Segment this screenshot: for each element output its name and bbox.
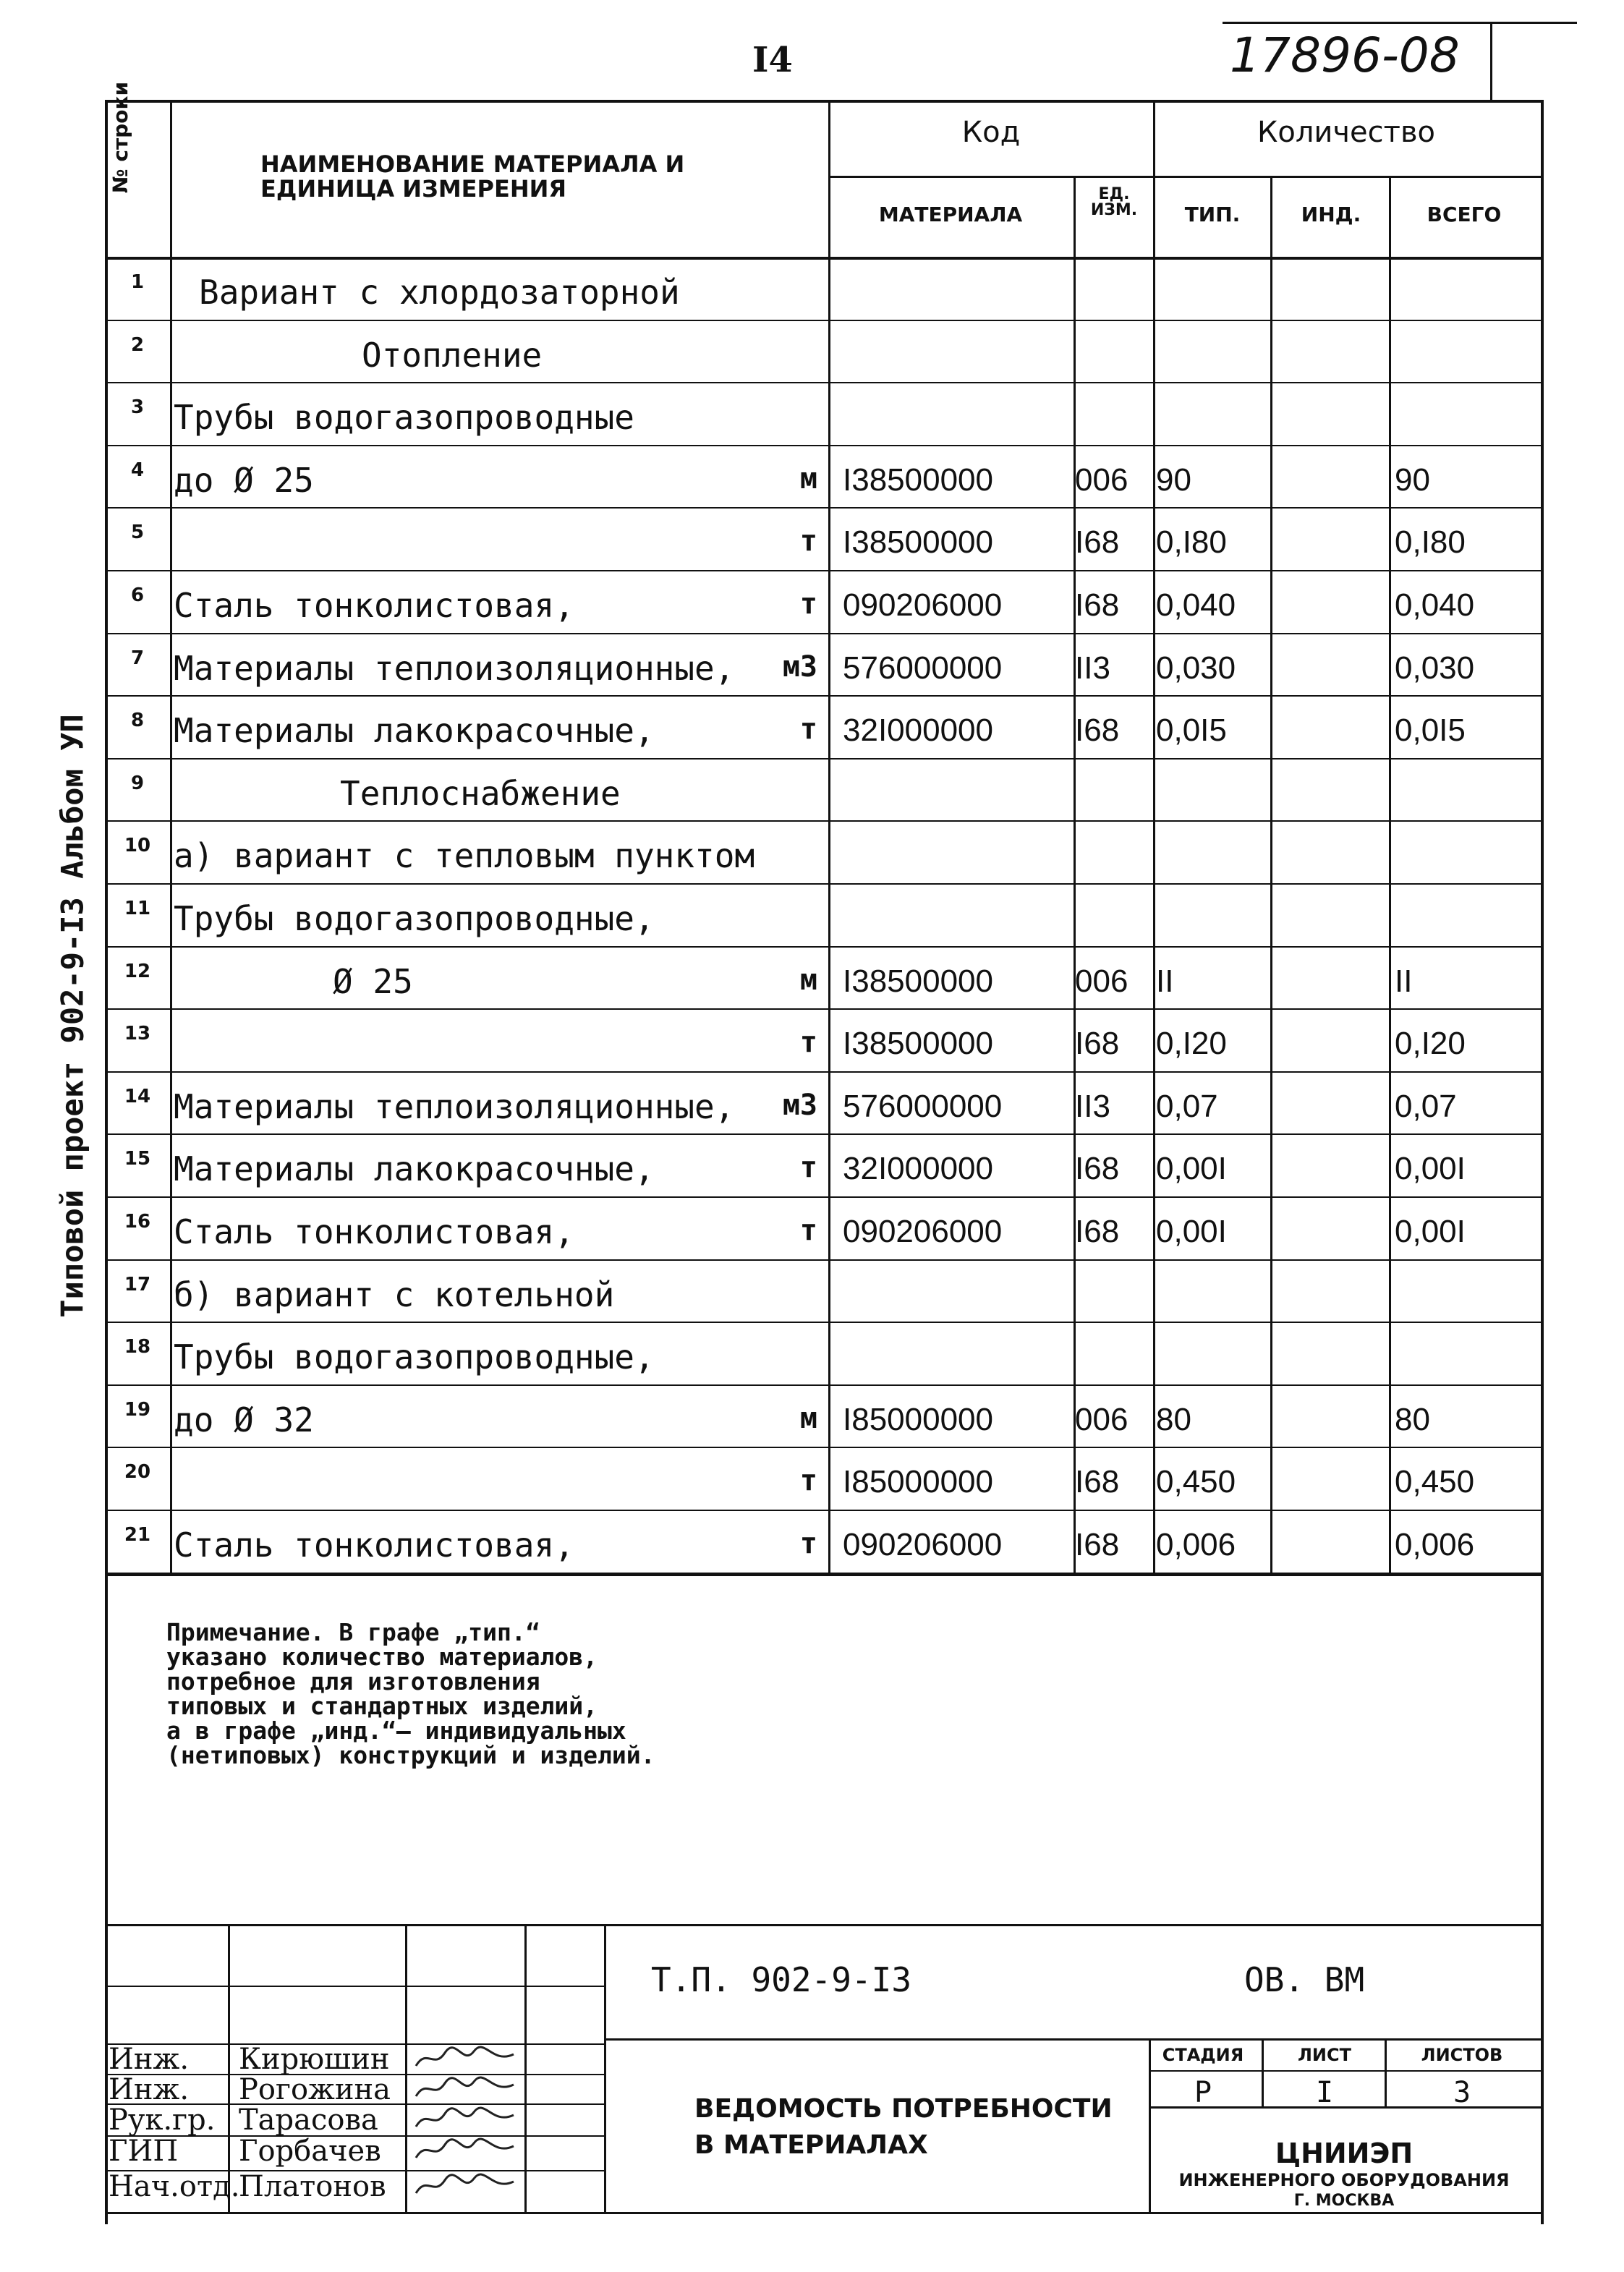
doc-title-line2: В МАТЕРИАЛАХ [694, 2130, 928, 2160]
signature-role: ГИП [109, 2135, 179, 2168]
row-number: 16 [124, 1211, 151, 1233]
doc-title-line1: ВЕДОМОСТЬ ПОТРЕБНОСТИ [694, 2094, 1113, 2124]
row-line [105, 1384, 1541, 1386]
row-line [105, 1196, 1541, 1198]
material-name: б) вариант с котельной [174, 1275, 615, 1314]
unit-code: II3 [1075, 1088, 1110, 1124]
row-line [105, 1510, 1541, 1511]
qty-total: 0,I20 [1395, 1026, 1466, 1062]
row-line [105, 946, 1541, 948]
header-qty-total: ВСЕГО [1427, 203, 1502, 226]
qty-total: 0,00I [1395, 1151, 1466, 1187]
title-col-line [228, 1924, 230, 2212]
qty-typical: 0,450 [1156, 1464, 1236, 1500]
material-name: Материалы лакокрасочные, [174, 1149, 655, 1189]
document-number: 17896-08 [1230, 27, 1460, 83]
row-line [105, 570, 1541, 571]
material-name: Теплоснабжение [340, 773, 621, 813]
qty-total: 80 [1395, 1401, 1430, 1437]
row-number: 21 [124, 1524, 151, 1546]
qty-total: 0,450 [1395, 1464, 1475, 1500]
material-name: Материалы лакокрасочные, [174, 711, 655, 751]
unit-code: I68 [1075, 1151, 1120, 1187]
material-name: а) вариант с тепловым пунктом [174, 836, 755, 876]
column-line [1074, 176, 1076, 1573]
title-stage-line [1149, 2070, 1541, 2072]
unit-code: I68 [1075, 1527, 1120, 1562]
unit-of-measure: м [799, 963, 817, 997]
signature-name: Горбачев [239, 2135, 381, 2168]
row-line [105, 633, 1541, 634]
title-col-line [604, 1924, 606, 2212]
unit-of-measure: т [799, 1464, 817, 1498]
title-mark: ОВ. ВМ [1244, 1960, 1365, 1999]
title-block-top [105, 1924, 1541, 1926]
header-qty-typ: ТИП. [1184, 203, 1241, 226]
material-name: Трубы водогазопроводные, [174, 1337, 655, 1377]
qty-total: 0,0I5 [1395, 712, 1466, 749]
note [166, 1620, 655, 1768]
stage-label: СТАДИЯ [1162, 2045, 1244, 2065]
row-line [105, 695, 1541, 697]
qty-typical: 0,040 [1156, 587, 1236, 623]
org-name: ЦНИИЭП [1275, 2137, 1413, 2169]
material-name: Сталь тонколистовая, [174, 1212, 574, 1251]
doc-number-box-left [1490, 22, 1492, 101]
unit-code: I68 [1075, 712, 1120, 749]
header-qty-group: Количество [1257, 116, 1435, 149]
table-top-border [105, 100, 1541, 103]
doc-number-box-top [1490, 22, 1577, 24]
header-code-unit: ЕД. ИЗМ. [1090, 185, 1138, 219]
row-line [105, 758, 1541, 760]
unit-of-measure: т [799, 1527, 817, 1560]
row-line [105, 883, 1541, 885]
row-line [105, 1133, 1541, 1135]
material-name: Трубы водогазопроводные, [174, 899, 655, 938]
unit-of-measure: т [799, 1026, 817, 1060]
row-number: 4 [130, 459, 145, 481]
qty-typical: 0,0I5 [1156, 712, 1227, 749]
material-name: Вариант с хлордозаторной [199, 273, 680, 312]
unit-of-measure: т [799, 1151, 817, 1185]
handwritten-signature [412, 2136, 521, 2165]
qty-total: 90 [1395, 461, 1430, 498]
unit-of-measure: м [799, 461, 817, 495]
material-code: 090206000 [843, 1527, 1003, 1562]
note-line: а в графе „инд.“— индивидуальных [166, 1716, 626, 1745]
signature-name: Тарасова [239, 2103, 378, 2137]
row-number: 1 [130, 271, 145, 293]
material-name: до Ø 25 [174, 460, 314, 500]
page-number: I4 [752, 40, 793, 80]
handwritten-signature [412, 2105, 521, 2134]
org-subtitle: ИНЖЕНЕРНОГО ОБОРУДОВАНИЯ [1178, 2170, 1510, 2190]
column-line [1270, 176, 1272, 1573]
unit-of-measure: т [799, 712, 817, 746]
table-bottom-line [105, 1573, 1541, 1576]
material-name: Материалы теплоизоляционные, [174, 1086, 735, 1126]
material-code: I38500000 [843, 461, 993, 498]
row-number: 9 [130, 772, 145, 794]
header-code-material: МАТЕРИАЛА [878, 203, 1023, 226]
row-number: 19 [124, 1398, 151, 1421]
unit-code: I68 [1075, 587, 1120, 623]
column-line [1389, 176, 1391, 1573]
unit-code: I68 [1075, 1026, 1120, 1062]
qty-typical: 0,00I [1156, 1151, 1227, 1187]
row-line [105, 1259, 1541, 1261]
stage-value: Р [1194, 2076, 1212, 2109]
row-line [105, 1071, 1541, 1073]
header-row-number-text: № строки [109, 81, 132, 194]
header-sub-line [828, 176, 1541, 178]
signature-role: Инж. [109, 2043, 190, 2076]
material-name: Сталь тонколистовая, [174, 586, 574, 625]
unit-code: 006 [1075, 963, 1128, 999]
material-code: 576000000 [843, 650, 1003, 686]
note-line: потребное для изготовления [166, 1667, 540, 1696]
note-line: типовых и стандартных изделий, [166, 1692, 598, 1720]
material-name: Сталь тонколистовая, [174, 1526, 574, 1565]
material-name: до Ø 32 [174, 1400, 314, 1439]
row-number: 3 [130, 396, 145, 419]
sheet-label: ЛИСТ [1297, 2045, 1351, 2065]
qty-typical: 0,07 [1156, 1088, 1218, 1124]
row-number: 13 [124, 1023, 151, 1045]
row-number: 11 [124, 898, 151, 919]
qty-total: 0,I80 [1395, 524, 1466, 561]
row-number: 10 [124, 835, 151, 857]
qty-total: 0,00I [1395, 1214, 1466, 1249]
material-code: 32I000000 [843, 1151, 993, 1187]
qty-total: 0,07 [1395, 1088, 1457, 1124]
row-number: 12 [124, 960, 151, 982]
row-line [105, 320, 1541, 321]
row-line [105, 1008, 1541, 1010]
side-label: Типовой проект 902-9-I3 Альбом УП [54, 714, 90, 1318]
material-code: I38500000 [843, 963, 993, 999]
row-number: 6 [130, 584, 145, 606]
row-line [105, 1322, 1541, 1323]
signature-name: Кирюшин [239, 2043, 390, 2076]
handwritten-signature [412, 2044, 521, 2073]
note-line: (нетиповых) конструкций и изделий. [166, 1741, 655, 1769]
qty-total: 0,030 [1395, 650, 1475, 686]
qty-typical: 0,00I [1156, 1214, 1227, 1249]
material-name: Ø 25 [333, 961, 413, 1001]
handwritten-signature [412, 2075, 521, 2103]
header-qty-ind: ИНД. [1301, 203, 1361, 226]
header-bottom-line [105, 257, 1541, 260]
signature-role: Рук.гр. [109, 2103, 216, 2137]
sheet-value: I [1315, 2076, 1334, 2109]
title-col-line [524, 1924, 527, 2212]
row-number: 18 [124, 1336, 151, 1358]
signature-name: Рогожина [239, 2073, 391, 2106]
header-row-number [109, 58, 132, 217]
org-city: Г. МОСКВА [1293, 2192, 1395, 2210]
unit-code: I68 [1075, 524, 1120, 561]
qty-total: 0,040 [1395, 587, 1475, 623]
row-number: 2 [130, 333, 145, 356]
row-number: 7 [130, 647, 145, 669]
sheets-value: 3 [1453, 2076, 1471, 2109]
title-col-line [405, 1924, 407, 2212]
row-line [105, 445, 1541, 446]
sheets-label: ЛИСТОВ [1421, 2045, 1503, 2065]
row-line [105, 820, 1541, 822]
unit-code: I68 [1075, 1464, 1120, 1500]
doc-number-underline [1223, 22, 1492, 24]
qty-typical: 80 [1156, 1401, 1191, 1437]
unit-code: I68 [1075, 1214, 1120, 1249]
qty-typical: 0,006 [1156, 1527, 1236, 1562]
unit-of-measure: м3 [782, 650, 817, 684]
signature-role: Инж. [109, 2073, 190, 2106]
row-line [105, 1447, 1541, 1448]
material-code: 090206000 [843, 587, 1003, 623]
table-left-border [105, 100, 108, 2224]
material-code: I85000000 [843, 1464, 993, 1500]
table-right-border [1541, 100, 1544, 2224]
row-number: 8 [130, 710, 145, 732]
row-line [105, 507, 1541, 509]
row-number: 17 [124, 1273, 151, 1295]
unit-of-measure: т [799, 1214, 817, 1247]
material-code: 32I000000 [843, 712, 993, 749]
material-code: 576000000 [843, 1088, 1003, 1124]
row-line [105, 382, 1541, 383]
qty-typical: 0,I20 [1156, 1026, 1227, 1062]
qty-typical: 90 [1156, 461, 1191, 498]
row-number: 5 [130, 522, 145, 544]
header-code-group: Код [961, 116, 1021, 149]
title-row-line [105, 1986, 604, 1987]
unit-of-measure: т [799, 587, 817, 621]
header-name: НАИМЕНОВАНИЕ МАТЕРИАЛА И ЕДИНИЦА ИЗМЕРЕНИЯ [260, 150, 685, 203]
unit-of-measure: т [799, 524, 817, 558]
unit-code: II3 [1075, 650, 1110, 686]
row-number: 14 [124, 1085, 151, 1107]
title-project: Т.П. 902-9-I3 [651, 1960, 912, 1999]
unit-code: 006 [1075, 1401, 1128, 1437]
material-code: I85000000 [843, 1401, 993, 1437]
material-code: 090206000 [843, 1214, 1003, 1249]
qty-typical: 0,I80 [1156, 524, 1227, 561]
qty-typical: II [1156, 963, 1174, 999]
unit-code: 006 [1075, 461, 1128, 498]
signature-name: Платонов [239, 2170, 386, 2203]
material-code: I38500000 [843, 524, 993, 561]
signature-role: Нач.отд. [109, 2170, 240, 2203]
material-name: Материалы теплоизоляционные, [174, 648, 735, 688]
title-mid-line [604, 2038, 1541, 2041]
material-name: Трубы водогазопроводные [174, 398, 634, 438]
unit-of-measure: м [799, 1401, 817, 1435]
qty-total: II [1395, 963, 1413, 999]
unit-of-measure: м3 [782, 1088, 817, 1122]
qty-total: 0,006 [1395, 1527, 1475, 1562]
qty-typical: 0,030 [1156, 650, 1236, 686]
note-line: указано количество материалов, [166, 1643, 598, 1671]
note-line: Примечание. В графе „тип.“ [166, 1618, 540, 1646]
row-number: 15 [124, 1148, 151, 1170]
handwritten-signature [412, 2171, 521, 2200]
row-number: 20 [124, 1461, 151, 1484]
material-name: Отопление [362, 335, 543, 375]
material-code: I38500000 [843, 1026, 993, 1062]
title-block-bottom [105, 2212, 1541, 2214]
